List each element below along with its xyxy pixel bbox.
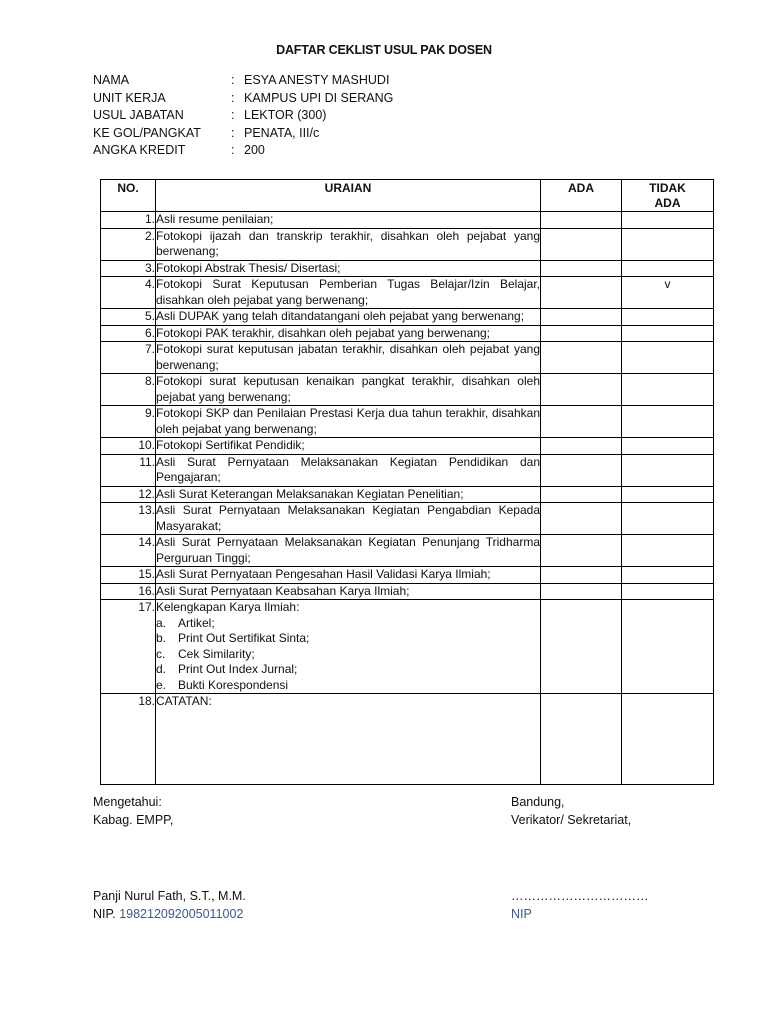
row-number: 3.	[101, 260, 156, 277]
row-number: 1.	[101, 212, 156, 229]
row-description	[156, 374, 541, 406]
info-row	[93, 125, 393, 143]
row-ada-cell	[541, 260, 622, 277]
row-tidak-ada-cell	[622, 600, 714, 694]
row-ada-cell	[541, 277, 622, 309]
document-title: DAFTAR CEKLIST USUL PAK DOSEN	[276, 43, 492, 57]
row-tidak-ada-cell	[622, 260, 714, 277]
table-row	[101, 454, 714, 486]
sub-item	[156, 616, 540, 632]
info-label: USUL JABATAN	[93, 108, 184, 122]
row-description	[156, 503, 541, 535]
row-description-text: Asli Surat Pernyataan Melaksanakan Kegiatan Pendidikan dan Pengajaran;	[156, 454, 540, 484]
row-tidak-ada-cell	[622, 406, 714, 438]
row-description-text: Fotokopi surat keputusan jabatan terakhir, disahkan oleh pejabat yang berwenang;	[156, 342, 540, 372]
row-number: 4.	[101, 277, 156, 309]
place-label: Bandung,	[511, 795, 565, 809]
info-colon: :	[231, 108, 235, 122]
row-number: 5.	[101, 309, 156, 326]
table-header-row	[101, 180, 714, 212]
info-colon: :	[231, 90, 235, 105]
sub-item	[156, 662, 540, 678]
row-tidak-ada-cell	[622, 486, 714, 503]
table-row	[101, 486, 714, 503]
row-description-text: Kelengkapan Karya Ilmiah:	[156, 600, 300, 614]
info-row	[93, 142, 393, 160]
table-row	[101, 374, 714, 406]
row-description	[156, 694, 541, 785]
row-tidak-ada-cell	[622, 325, 714, 342]
info-value: KAMPUS UPI DI SERANG	[244, 90, 394, 105]
row-ada-cell	[541, 535, 622, 567]
info-colon: :	[231, 125, 235, 140]
row-description	[156, 535, 541, 567]
sub-item-text: Bukti Korespondensi	[178, 677, 289, 692]
info-row	[93, 72, 393, 90]
row-description-text: Fotokopi PAK terakhir, disahkan oleh pejabat yang berwenang;	[156, 325, 490, 340]
row-description	[156, 567, 541, 584]
row-description	[156, 583, 541, 600]
row-tidak-ada-cell	[622, 567, 714, 584]
row-ada-cell	[541, 342, 622, 374]
info-label: KE GOL/PANGKAT	[93, 125, 201, 140]
row-number: 15.	[101, 567, 156, 584]
row-tidak-ada-cell	[622, 212, 714, 229]
row-description	[156, 454, 541, 486]
row-number: 14.	[101, 535, 156, 567]
row-description	[156, 212, 541, 229]
header-no: NO.	[101, 180, 156, 212]
row-number: 9.	[101, 406, 156, 438]
row-description-text: Fotokopi ijazah dan transkrip terakhir, disahkan oleh pejabat yang berwenang;	[156, 228, 540, 258]
checklist-table	[100, 179, 714, 785]
info-value: PENATA, III/c	[244, 125, 320, 140]
right-position-label: Verikator/ Sekretariat,	[511, 813, 632, 827]
row-description-text: Fotokopi surat keputusan kenaikan pangkat terakhir, disahkan oleh pejabat yang berwenang;	[156, 374, 540, 404]
right-nip-label: NIP	[511, 907, 532, 921]
left-nip-label: NIP.	[93, 907, 116, 921]
row-number: 12.	[101, 486, 156, 503]
row-ada-cell	[541, 567, 622, 584]
left-signer	[93, 887, 246, 923]
row-tidak-ada-cell	[622, 503, 714, 535]
table-row	[101, 212, 714, 229]
info-value: LEKTOR (300)	[244, 108, 327, 122]
table-row	[101, 503, 714, 535]
header-uraian: URAIAN	[156, 180, 541, 212]
row-ada-cell	[541, 228, 622, 260]
row-number: 18.	[101, 694, 156, 785]
table-row	[101, 260, 714, 277]
info-label: ANGKA KREDIT	[93, 143, 186, 157]
mengetahui-label: Mengetahui:	[93, 795, 162, 809]
sub-item-text: Print Out Index Jurnal;	[178, 662, 298, 676]
right-signer-name-blank: ……………………………	[511, 889, 649, 903]
row-description-text: Asli Surat Pernyataan Keabsahan Karya Ilmiah;	[156, 583, 410, 598]
sub-item	[156, 631, 540, 647]
table-row	[101, 600, 714, 694]
sub-item-text: Artikel;	[178, 615, 215, 630]
sub-item-letter: a.	[156, 615, 167, 630]
row-description	[156, 325, 541, 342]
row-number: 17.	[101, 600, 156, 694]
row-description	[156, 277, 541, 309]
info-row	[93, 107, 393, 125]
right-signer	[511, 887, 649, 923]
row-ada-cell	[541, 374, 622, 406]
row-ada-cell	[541, 406, 622, 438]
row-ada-cell	[541, 583, 622, 600]
header-tidak-ada-label: TIDAK ADA	[649, 181, 686, 210]
row-ada-cell	[541, 503, 622, 535]
row-description-text: Fotokopi Sertifikat Pendidik;	[156, 438, 305, 452]
row-tidak-ada-cell	[622, 535, 714, 567]
sub-item-letter: c.	[156, 646, 166, 661]
row-description	[156, 309, 541, 326]
table-row	[101, 535, 714, 567]
left-signer-name: Panji Nurul Fath, S.T., M.M.	[93, 889, 246, 903]
row-description-text: Asli DUPAK yang telah ditandatangani oleh pejabat yang berwenang;	[156, 309, 525, 323]
row-description	[156, 406, 541, 438]
row-description-text: Fotokopi Surat Keputusan Pemberian Tugas Belajar/Izin Belajar, disahkan oleh pejabat yang berwenang;	[156, 277, 540, 307]
table-row	[101, 277, 714, 309]
sub-item	[156, 678, 540, 694]
row-number: 13.	[101, 503, 156, 535]
row-description	[156, 260, 541, 277]
right-signature-block	[511, 793, 631, 829]
sub-item-letter: d.	[156, 662, 167, 676]
info-label: UNIT KERJA	[93, 90, 166, 105]
row-description	[156, 600, 541, 694]
row-tidak-ada-cell	[622, 454, 714, 486]
left-signature-block	[93, 793, 173, 829]
row-number: 7.	[101, 342, 156, 374]
sub-item-letter: e.	[156, 677, 167, 692]
table-row	[101, 583, 714, 600]
header-tidak-ada	[622, 180, 714, 212]
row-number: 10.	[101, 438, 156, 455]
row-description-text: Asli Surat Pernyataan Pengesahan Hasil Validasi Karya Ilmiah;	[156, 567, 491, 581]
row-ada-cell	[541, 309, 622, 326]
row-ada-cell	[541, 600, 622, 694]
row-number: 8.	[101, 374, 156, 406]
row-tidak-ada-cell	[622, 309, 714, 326]
row-tidak-ada-cell	[622, 228, 714, 260]
table-row	[101, 694, 714, 785]
row-ada-cell	[541, 438, 622, 455]
row-tidak-ada-cell	[622, 583, 714, 600]
sub-item-text: Print Out Sertifikat Sinta;	[178, 631, 310, 645]
row-tidak-ada-cell	[622, 694, 714, 785]
row-tidak-ada-cell	[622, 374, 714, 406]
row-number: 2.	[101, 228, 156, 260]
sub-item	[156, 647, 540, 663]
row-description-text: Asli resume penilaian;	[156, 212, 274, 226]
info-colon: :	[231, 143, 235, 157]
left-nip-value: 198212092005011002	[119, 907, 244, 921]
row-ada-cell	[541, 454, 622, 486]
row-tidak-ada-cell	[622, 342, 714, 374]
row-number: 16.	[101, 583, 156, 600]
table-row	[101, 309, 714, 326]
table-row	[101, 438, 714, 455]
row-description	[156, 342, 541, 374]
row-description-text: Fotokopi SKP dan Penilaian Prestasi Kerja dua tahun terakhir, disahkan oleh pejabat yang berwenang;	[156, 406, 540, 436]
row-ada-cell	[541, 694, 622, 785]
table-row	[101, 228, 714, 260]
row-description-text: Asli Surat Keterangan Melaksanakan Kegiatan Penelitian;	[156, 486, 464, 501]
header-ada: ADA	[541, 180, 622, 212]
row-description-text: CATATAN:	[156, 694, 212, 708]
table-row	[101, 567, 714, 584]
left-position-label: Kabag. EMPP,	[93, 813, 174, 827]
row-tidak-ada-cell: v	[622, 277, 714, 309]
row-tidak-ada-cell	[622, 438, 714, 455]
row-ada-cell	[541, 325, 622, 342]
row-ada-cell	[541, 212, 622, 229]
row-number: 11.	[101, 454, 156, 486]
table-row	[101, 342, 714, 374]
info-value: 200	[244, 143, 265, 157]
sub-item-text: Cek Similarity;	[178, 646, 255, 661]
info-value: ESYA ANESTY MASHUDI	[244, 73, 390, 87]
row-description-text: Asli Surat Pernyataan Melaksanakan Kegiatan Pengabdian Kepada Masyarakat;	[156, 503, 540, 533]
sub-item-letter: b.	[156, 631, 167, 645]
left-signer-nip	[93, 905, 246, 923]
row-number: 6.	[101, 325, 156, 342]
table-row	[101, 325, 714, 342]
row-description-text: Fotokopi Abstrak Thesis/ Disertasi;	[156, 260, 341, 275]
row-ada-cell	[541, 486, 622, 503]
row-description-text: Asli Surat Pernyataan Melaksanakan Kegiatan Penunjang Tridharma Perguruan Tinggi;	[156, 535, 540, 565]
row-description	[156, 438, 541, 455]
row-description	[156, 486, 541, 503]
info-colon: :	[231, 73, 235, 87]
info-row	[93, 90, 393, 108]
table-row	[101, 406, 714, 438]
info-label: NAMA	[93, 73, 130, 87]
row-description	[156, 228, 541, 260]
identity-info	[93, 72, 393, 160]
